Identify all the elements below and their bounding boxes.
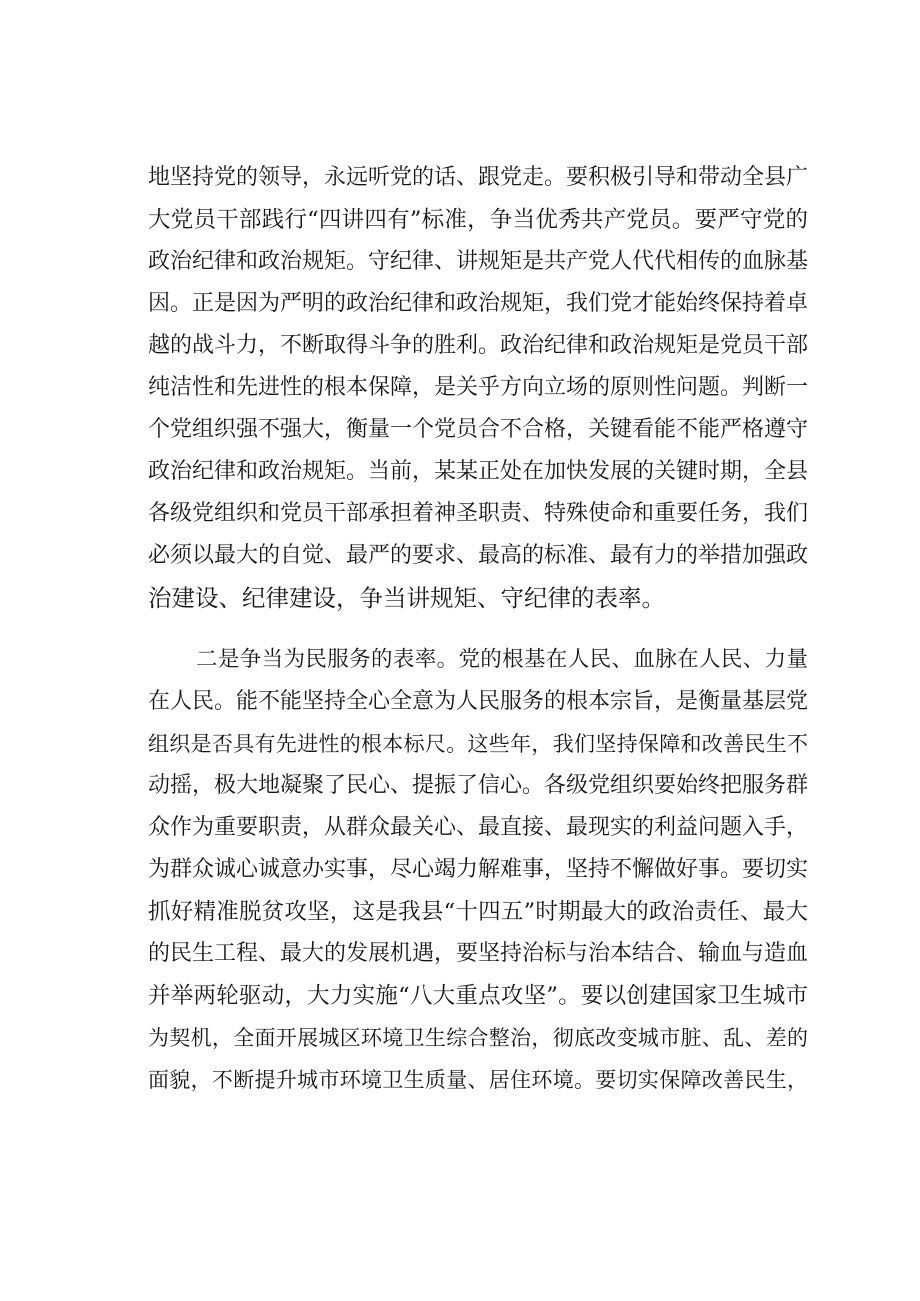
paragraph-1-line-6: 纯洁性和先进性的根本保障，是关乎方向立场的原则性问题。判断一 xyxy=(148,375,809,400)
paragraph-1-line-4: 因。正是因为严明的政治纪律和政治规矩，我们党才能始终保持着卓 xyxy=(148,291,809,316)
paragraph-2-line-6: 为群众诚心诚意办实事，尽心竭力解难事，坚持不懈做好事。要切实 xyxy=(148,857,809,882)
paragraph-1-line-9: 各级党组织和党员干部承担着神圣职责、特殊使命和重要任务，我们 xyxy=(148,501,809,526)
paragraph-2-line-11: 面貌，不断提升城市环境卫生质量、居住环境。要切实保障改善民生， xyxy=(148,1068,808,1092)
paragraph-2-line-9: 并举两轮驱动，大力实施“八大重点攻坚”。要以创建国家卫生城市 xyxy=(148,983,808,1009)
paragraph-2-line-4: 动摇，极大地凝聚了民心、提振了信心。各级党组织要始终把服务群 xyxy=(148,773,809,798)
paragraph-2-line-7: 抓好精准脱贫攻坚，这是我县“十四五”时期最大的政治责任、最大 xyxy=(148,899,808,925)
paragraph-1-line-5: 越的战斗力，不断取得斗争的胜利。政治纪律和政治规矩是党员干部 xyxy=(148,333,809,358)
paragraph-2-line-1: 二是争当为民服务的表率。党的根基在人民、血脉在人民、力量 xyxy=(196,647,808,672)
paragraph-2-line-3: 组织是否具有先进性的根本标尺。这些年，我们坚持保障和改善民生不 xyxy=(148,732,808,756)
paragraph-1-line-1: 地坚持党的领导，永远听党的话、跟党走。要积极引导和带动全县广 xyxy=(148,165,809,190)
paragraph-2-line-2: 在人民。能不能坚持全心全意为人民服务的根本宗旨，是衡量基层党 xyxy=(148,689,809,714)
paragraph-1-line-10: 必须以最大的自觉、最严的要求、最高的标准、最有力的举措加强政 xyxy=(148,543,809,568)
paragraph-2-line-5: 众作为重要职责，从群众最关心、最直接、最现实的利益问题入手， xyxy=(148,815,809,840)
paragraph-1-line-3: 政治纪律和政治规矩。守纪律、讲规矩是共产党人代代相传的血脉基 xyxy=(148,249,809,274)
paragraph-2-line-10: 为契机，全面开展城区环境卫生综合整治，彻底改变城市脏、乱、差的 xyxy=(148,1026,808,1050)
paragraph-1-line-8: 政治纪律和政治规矩。当前，某某正处在加快发展的关键时期，全县 xyxy=(148,459,809,484)
paragraph-1-line-11: 治建设、纪律建设，争当讲规矩、守纪律的表率。 xyxy=(148,584,665,612)
paragraph-1-line-2: 大党员干部践行“四讲四有”标准，争当优秀共产党员。要严守党的 xyxy=(148,207,808,233)
paragraph-2-line-8: 的民生工程、最大的发展机遇，要坚持治标与治本结合、输血与造血 xyxy=(148,941,809,966)
paragraph-1-line-7: 个党组织强不强大，衡量一个党员合不合格，关键看能不能严格遵守 xyxy=(148,417,809,442)
